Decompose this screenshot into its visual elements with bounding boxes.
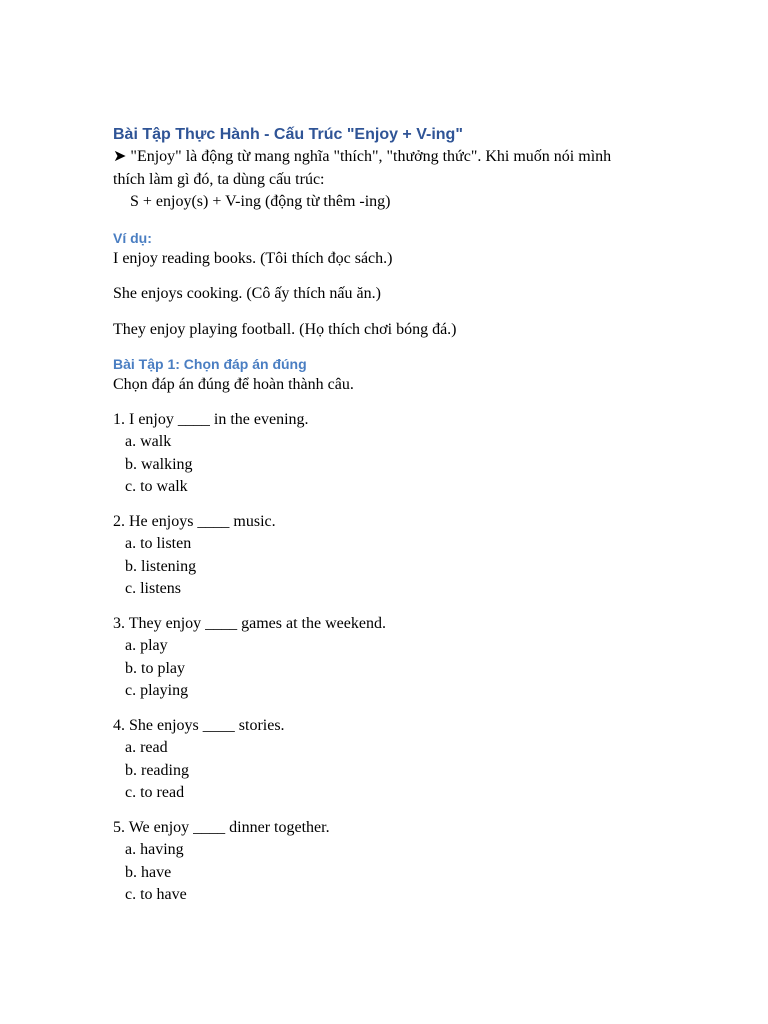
answer-option: c. playing [125,682,189,699]
question-block [113,817,673,907]
document-page [113,124,673,907]
question-text: 4. She enjoys ____ stories. [113,716,285,734]
example-sentence: She enjoys cooking. (Cô ấy thích nấu ăn.) [113,285,381,302]
structure-formula: S + enjoy(s) + V-ing (động từ thêm -ing) [130,193,391,210]
answer-option: c. to have [125,886,187,903]
answer-option: b. to play [125,659,185,677]
document-title: Bài Tập Thực Hành - Cấu Trúc "Enjoy + V-ing" [113,126,463,143]
question-block [113,409,673,499]
spacer [113,214,673,228]
example-sentence: I enjoy reading books. (Tôi thích đọc sách.) [113,249,393,267]
question-text: 2. He enjoys ____ music. [113,512,276,530]
question-text: 3. They enjoy ____ games at the weekend. [113,614,386,632]
intro-line-2: thích làm gì đó, ta dùng cấu trúc: [113,170,325,188]
answer-option: c. to walk [125,478,188,495]
spacer [113,703,673,715]
answer-option: a. to listen [125,535,192,552]
spacer [113,341,673,354]
answer-option: a. play [125,637,168,654]
example-sentence: They enjoy playing football. (Họ thích chơi bóng đá.) [113,320,457,338]
intro-line-1: ➤ "Enjoy" là động từ mang nghĩa "thích", "thưởng thức". Khi muốn nói mình [113,148,612,165]
answer-option: a. walk [125,433,172,450]
question-text: 1. I enjoy ____ in the evening. [113,410,309,428]
question-block [113,613,673,703]
spacer [113,499,673,511]
exercise-instruction: Chọn đáp án đúng để hoàn thành câu. [113,376,354,393]
question-text: 5. We enjoy ____ dinner together. [113,818,330,836]
answer-option: b. have [125,863,172,881]
spacer [113,306,673,319]
spacer [113,805,673,817]
question-block [113,715,673,805]
answer-option: a. having [125,841,184,858]
answer-option: b. reading [125,761,189,779]
question-block [113,511,673,601]
answer-option: c. to read [125,784,185,801]
examples-heading: Ví dụ: [113,229,152,246]
exercise-heading: Bài Tập 1: Chọn đáp án đúng [113,356,307,372]
answer-option: b. listening [125,557,197,575]
spacer [113,601,673,613]
answer-option: a. read [125,739,168,756]
answer-option: c. listens [125,580,181,597]
spacer [113,397,673,409]
answer-option: b. walking [125,455,193,473]
spacer [113,270,673,283]
